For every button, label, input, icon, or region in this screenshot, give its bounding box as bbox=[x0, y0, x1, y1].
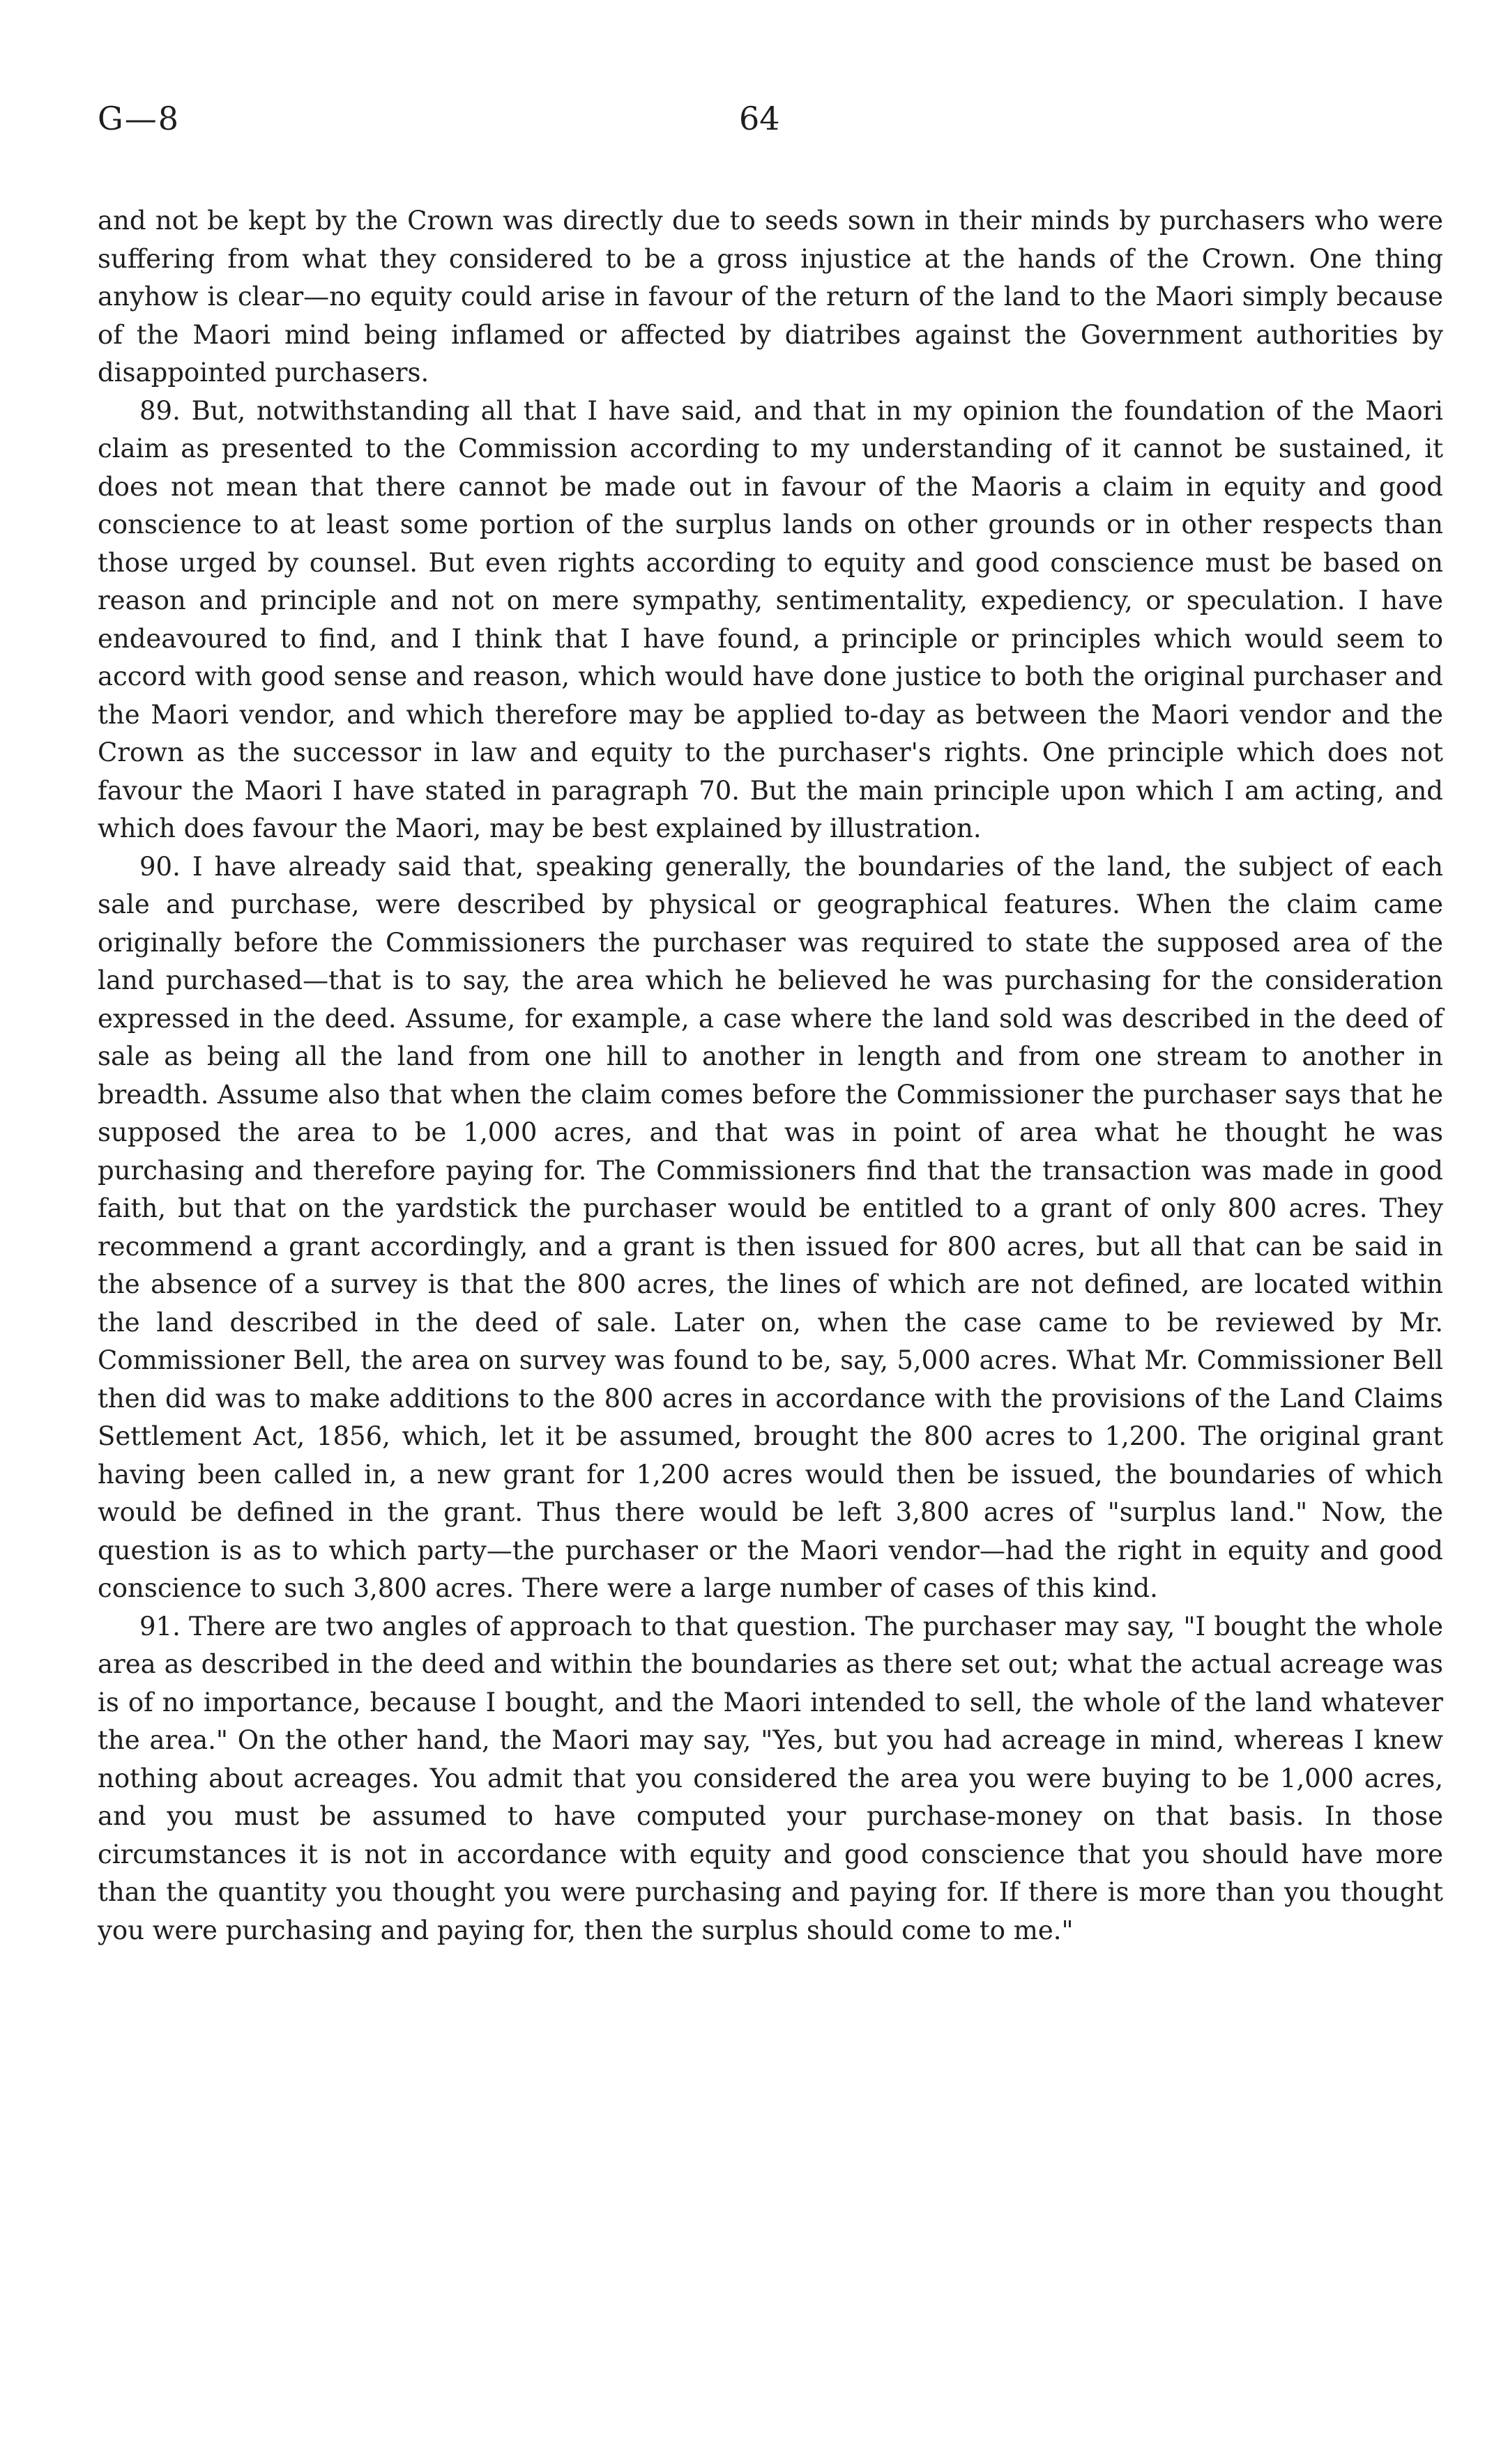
document-reference: G—8 bbox=[98, 100, 181, 137]
paragraph-text: I have already said that, speaking generally, the boundaries of the land, the subject of each sale and purchase, were described by physical or geographical features. When the claim came originally before the Commissioners the purchaser was required to state the supposed area of the land purchased—that is to say, the area which he believed he was purchasing for the consideration expressed in the deed. Assume, for example, a case where the land sold was described in the deed of sale as being all the land from one hill to another in length and from one stream to another in breadth. Assume also that when the claim comes before the Commissioner the purchaser says that he supposed the area to be 1,000 acres, and that was in point of area what he thought he was purchasing and therefore paying for. The Commissioners find that the transaction was made in good faith, but that on the yardstick the purchaser would be entitled to a grant of only 800 acres. They recommend a grant accordingly, and a grant is then issued for 800 acres, but all that can be said in the absence of a survey is that the 800 acres, the lines of which are not defined, are located within the land described in the deed of sale. Later on, when the case came to be reviewed by Mr. Commissioner Bell, the area on survey was found to be, say, 5,000 acres. What Mr. Commissioner Bell then did was to make additions to the 800 acres in accordance with the provisions of the Land Claims Settlement Act, 1856, which, let it be assumed, brought the 800 acres to 1,200. The original grant having been called in, a new grant for 1,200 acres would then be issued, the boundaries of which would be defined in the grant. Thus there would be left 3,800 acres of "surplus land." Now, the question is as to which party—the purchaser or the Maori vendor—had the right in equity and good conscience to such 3,800 acres. There were a large number of cases of this kind. bbox=[98, 851, 1444, 1603]
page-number: 64 bbox=[739, 100, 780, 137]
paragraph-91 bbox=[98, 1608, 1443, 1950]
document-page bbox=[98, 98, 1443, 2384]
paragraph-89 bbox=[98, 392, 1443, 848]
paragraph-number: 89. bbox=[139, 395, 181, 426]
paragraph-number: 91. bbox=[139, 1611, 181, 1642]
paragraph-number: 90. bbox=[139, 851, 181, 882]
paragraph-text: But, notwithstanding all that I have said, and that in my opinion the foundation of the Maori claim as presented to the Commission according to my understanding of it cannot be sustained, it does not mean that there cannot be made out in favour of the Maoris a claim in equity and good conscience to at least some portion of the surplus lands on other grounds or in other respects than those urged by counsel. But even rights according to equity and good conscience must be based on reason and principle and not on mere sympathy, sentimentality, expediency, or speculation. I have endeavoured to find, and I think that I have found, a principle or principles which would seem to accord with good sense and reason, which would have done justice to both the original purchaser and the Maori vendor, and which therefore may be applied to-day as between the Maori vendor and the Crown as the successor in law and equity to the purchaser's rights. One principle which does not favour the Maori I have stated in paragraph 70. But the main principle upon which I am acting, and which does favour the Maori, may be best explained by illustration. bbox=[98, 395, 1444, 843]
page-header bbox=[98, 98, 1443, 139]
paragraph-90 bbox=[98, 848, 1443, 1608]
paragraph-text: and not be kept by the Crown was directly due to seeds sown in their minds by purchasers who were suffering from what they considered to be a gross injustice at the hands of the Crown. One thing anyhow is clear—no equity could arise in favour of the return of the land to the Maori simply because of the Maori mind being inflamed or affected by diatribes against the Government authorities by disappointed purchasers. bbox=[98, 206, 1443, 388]
paragraph-text: There are two angles of approach to that question. The purchaser may say, "I bought the whole area as described in the deed and within the boundaries as there set out; what the actual acreage was is of no importance, because I bought, and the Maori intended to sell, the whole of the land whatever the area." On the other hand, the Maori may say, "Yes, but you had acreage in mind, whereas I knew nothing about acreages. You admit that you considered the area you were buying to be 1,000 acres, and you must be assumed to have computed your purchase-money on that basis. In those circumstances it is not in accordance with equity and good conscience that you should have more than the quantity you thought you were purchasing and paying for. If there is more than you thought you were purchasing and paying for, then the surplus should come to me." bbox=[98, 1611, 1443, 1945]
body-text bbox=[98, 202, 1443, 1950]
paragraph-continuation bbox=[98, 202, 1443, 392]
